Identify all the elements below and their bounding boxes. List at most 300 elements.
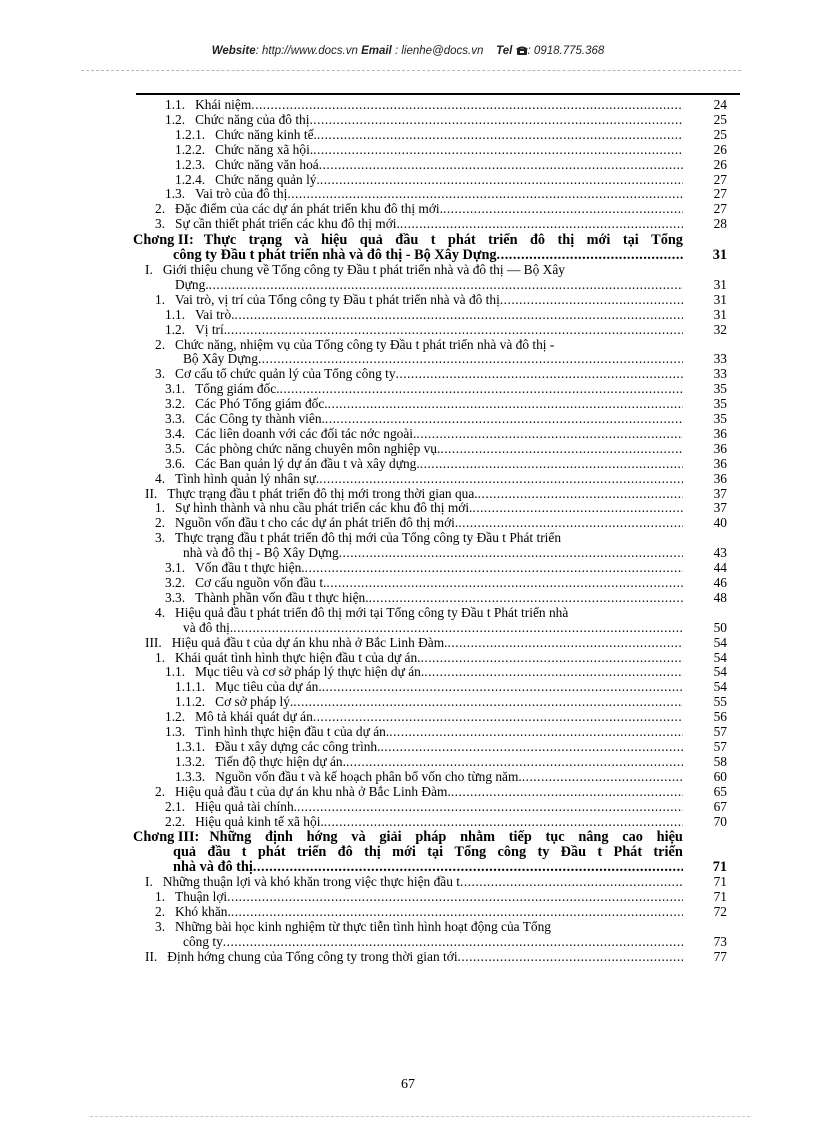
toc-text: Hiệu quả kinh tế xã hội. — [195, 813, 324, 829]
email-value: : lienhe@docs.vn — [391, 45, 484, 57]
toc-word: hớng — [306, 829, 338, 846]
toc-chapter-entry[interactable] — [133, 830, 727, 875]
toc-word: ty — [537, 844, 550, 861]
toc-word: t — [241, 844, 247, 861]
toc-leader — [305, 561, 683, 576]
toc-leader — [400, 217, 683, 232]
toc-leader — [324, 815, 683, 830]
toc-text: Thuận lợi — [175, 889, 228, 905]
toc-leader — [223, 935, 683, 950]
toc-leader — [420, 457, 683, 472]
toc-number: 3.3. — [165, 589, 186, 605]
toc-leader — [227, 323, 683, 338]
toc-entry[interactable] — [133, 128, 727, 143]
toc-text: Mô tả khái quát dự án — [195, 709, 313, 725]
toc-leader — [317, 128, 683, 143]
toc-leader — [478, 487, 683, 502]
toc-text: nhà và đô thị — [173, 859, 253, 876]
toc-line — [133, 263, 683, 278]
toc-word: hiệu — [656, 829, 683, 846]
toc-line — [133, 950, 683, 965]
toc-word: triển — [296, 844, 327, 861]
toc-chapter-continuation — [133, 248, 683, 263]
toc-text: và đô thị. — [183, 619, 234, 635]
top-rule — [136, 93, 740, 95]
toc-word: nhằm — [460, 829, 496, 846]
toc-word: pháp — [415, 829, 447, 846]
toc-page-number: 26 — [713, 156, 727, 172]
toc-entry[interactable] — [133, 187, 727, 202]
toc-text: Những bài học kinh nghiệm từ thực tiễn tình hình hoạt động của Tổng — [175, 918, 551, 934]
toc-line — [133, 143, 683, 158]
toc-number: 2. — [155, 201, 166, 217]
toc-page-number: 35 — [713, 411, 727, 427]
header-divider — [81, 70, 741, 71]
toc-entry[interactable] — [133, 725, 727, 740]
toc-entry[interactable] — [133, 143, 727, 158]
toc-leader — [458, 516, 683, 531]
toc-number: 1.3.3. — [175, 768, 206, 784]
toc-leader — [472, 501, 683, 516]
toc-line — [133, 217, 683, 232]
toc-entry[interactable] — [133, 591, 727, 606]
toc-entry[interactable] — [133, 382, 727, 397]
toc-word: đầu — [395, 232, 419, 249]
toc-entry[interactable] — [133, 427, 727, 442]
toc-chapter-title — [209, 830, 683, 845]
toc-word: Đầu — [560, 844, 587, 861]
toc-page-number: 35 — [713, 396, 727, 412]
toc-leader — [396, 367, 683, 382]
page-number: 67 — [401, 1077, 415, 1092]
toc-line — [133, 591, 683, 606]
toc-entry[interactable] — [133, 636, 727, 651]
toc-number: 4. — [155, 470, 166, 486]
toc-page-number: 56 — [713, 709, 727, 725]
toc-text: Định hớng chung của Tổng công ty trong thời gian tới — [167, 948, 458, 964]
toc-entry[interactable] — [133, 202, 727, 217]
toc-page-number: 44 — [713, 560, 727, 576]
toc-text: Vai trò, vị trí của Tổng công ty Đầu t phát triển nhà và đô thị — [175, 291, 500, 307]
website-value: : http://www.docs.vn — [255, 45, 358, 57]
toc-word: tại — [622, 232, 639, 249]
toc-entry[interactable] — [133, 950, 727, 965]
toc-number: 1. — [155, 889, 166, 905]
toc-chapter-line — [133, 233, 683, 248]
toc-leader — [328, 397, 683, 412]
toc-text: Khái quát tình hình thực hiện đầu t của dự án. — [175, 649, 421, 665]
toc-leader — [326, 576, 683, 591]
toc-text: Sự cần thiết phát triển các khu đô thị mới. — [175, 216, 400, 232]
toc-word: tục — [545, 829, 565, 846]
toc-number: 2. — [155, 515, 166, 531]
toc-word: trạng — [248, 232, 282, 249]
toc-leader — [443, 202, 683, 217]
toc-text: Hiệu quả tài chính. — [195, 798, 297, 814]
toc-text: Chức năng của đô thị — [195, 111, 310, 127]
toc-number: 1. — [155, 291, 166, 307]
toc-page-number: 36 — [713, 425, 727, 441]
toc-line — [133, 770, 683, 785]
toc-page-number: 35 — [713, 381, 727, 397]
toc-leader — [258, 352, 683, 367]
toc-leader — [440, 442, 683, 457]
toc-number: 1.3. — [165, 724, 186, 740]
toc-line — [133, 905, 683, 920]
toc-line — [133, 487, 683, 502]
toc-chapter-continuation — [133, 845, 683, 860]
toc-word: t — [597, 844, 603, 861]
toc-number: 3. — [155, 530, 166, 546]
toc-word: cao — [622, 829, 643, 846]
toc-leader — [421, 651, 684, 666]
toc-word: quả — [173, 844, 197, 861]
toc-line — [133, 501, 683, 516]
toc-leader — [297, 800, 683, 815]
toc-text: Khó khăn. — [175, 903, 231, 919]
toc-page-number: 27 — [713, 186, 727, 202]
toc-page-number: 54 — [713, 679, 727, 695]
toc-entry[interactable] — [133, 665, 727, 680]
toc-entry[interactable] — [133, 442, 727, 457]
toc-page-number: 71 — [713, 874, 727, 890]
toc-entry[interactable] — [133, 680, 727, 695]
website-label: Website — [211, 45, 256, 57]
toc-line — [133, 695, 683, 710]
toc-page-number: 57 — [713, 738, 727, 754]
table-of-contents — [133, 98, 727, 965]
toc-line — [133, 531, 683, 546]
toc-line — [133, 516, 683, 531]
toc-number: 1.1. — [165, 97, 186, 112]
toc-entry[interactable] — [133, 293, 727, 308]
toc-line — [133, 442, 683, 457]
toc-chapter-entry[interactable] — [133, 233, 727, 263]
toc-number: 4. — [155, 604, 166, 620]
toc-page-number: 25 — [713, 111, 727, 127]
toc-page-number: 48 — [713, 589, 727, 605]
toc-entry[interactable] — [133, 755, 727, 770]
toc-text: công ty Đầu t phát triển nhà và đô thị - Bộ Xây Dựng — [173, 247, 497, 264]
toc-text: Các liên doanh với các đối tác nớc ngoài. — [195, 425, 417, 441]
toc-text: Các Công ty thành viên. — [195, 411, 325, 427]
toc-word: t — [430, 232, 436, 249]
toc-page-number: 65 — [713, 783, 727, 799]
toc-entry[interactable] — [133, 113, 727, 128]
toc-line — [133, 651, 683, 666]
toc-line — [133, 113, 683, 128]
toc-leader — [339, 546, 683, 561]
toc-line — [133, 427, 683, 442]
toc-page-number: 31 — [713, 306, 727, 322]
toc-text: công ty — [183, 933, 223, 949]
toc-page-number: 71 — [712, 859, 727, 876]
toc-chapter-number: Chơng III: — [133, 829, 200, 846]
toc-page-number: 54 — [713, 634, 727, 650]
toc-page-number: 40 — [713, 515, 727, 531]
toc-entry[interactable] — [133, 323, 727, 338]
toc-number: I. — [145, 261, 153, 277]
toc-entry[interactable] — [133, 740, 727, 755]
toc-text: Tổng giám đốc. — [195, 381, 280, 397]
toc-leader — [346, 755, 683, 770]
toc-leader — [231, 905, 683, 920]
toc-line — [133, 457, 683, 472]
toc-word: thị — [557, 232, 575, 249]
toc-text: Hiệu quả đầu t của dự án khu nhà ở Bắc Linh Đàm. — [171, 634, 448, 650]
toc-text: Tình hình thực hiện đầu t của dự án. — [195, 724, 390, 740]
toc-chapter-title — [204, 233, 683, 248]
tel-value: : 0918.775.368 — [527, 45, 605, 57]
toc-continuation — [133, 352, 683, 367]
toc-page-number: 37 — [713, 485, 727, 501]
toc-number: 1.3.2. — [175, 753, 206, 769]
toc-page-number: 71 — [713, 889, 727, 905]
toc-word: triển — [488, 232, 518, 249]
toc-entry[interactable] — [133, 800, 727, 815]
toc-entry[interactable] — [133, 576, 727, 591]
toc-leader — [280, 382, 683, 397]
toc-word: giải — [379, 829, 402, 846]
toc-entry[interactable] — [133, 531, 727, 561]
toc-line — [133, 293, 683, 308]
toc-entry[interactable] — [133, 516, 727, 531]
toc-line — [133, 338, 683, 353]
toc-number: 3.1. — [165, 560, 186, 576]
toc-number: 2.2. — [165, 813, 186, 829]
toc-entry[interactable] — [133, 920, 727, 950]
toc-number: II. — [145, 948, 158, 964]
toc-page-number: 55 — [713, 694, 727, 710]
toc-text: Cơ sở pháp lý. — [215, 694, 294, 710]
toc-text: Chức năng xã hội. — [215, 141, 314, 157]
toc-entry[interactable] — [133, 158, 727, 173]
toc-text: nhà và đô thị - Bộ Xây Dựng — [183, 545, 339, 561]
toc-leader — [424, 665, 683, 680]
toc-page-number: 32 — [713, 321, 727, 337]
toc-word: tiếp — [508, 829, 532, 846]
toc-leader — [500, 293, 683, 308]
toc-text: Chức năng quản lý. — [215, 171, 320, 187]
toc-line — [133, 680, 683, 695]
toc-page-number: 72 — [713, 903, 727, 919]
toc-number: 1. — [155, 649, 166, 665]
toc-line — [133, 202, 683, 217]
phone-icon — [516, 45, 528, 59]
toc-text: Các Ban quản lý dự án đầu t và xây dựng. — [195, 455, 420, 471]
toc-entry[interactable] — [133, 397, 727, 412]
toc-word: và — [351, 829, 366, 846]
toc-entry[interactable] — [133, 472, 727, 487]
toc-chapter-number: Chơng II: — [133, 232, 194, 249]
toc-text: Nguồn vốn đầu t cho các dự án phát triển đô thị mới. — [175, 515, 459, 531]
toc-entry[interactable] — [133, 263, 727, 293]
toc-entry[interactable] — [133, 815, 727, 830]
toc-entry[interactable] — [133, 173, 727, 188]
toc-number: 3.2. — [165, 575, 186, 590]
toc-entry[interactable] — [133, 217, 727, 232]
toc-page-number: 46 — [713, 575, 727, 590]
toc-entry[interactable] — [133, 651, 727, 666]
toc-number: 3.4. — [165, 425, 186, 441]
toc-page-number: 25 — [713, 126, 727, 142]
toc-line — [133, 815, 683, 830]
toc-page-number: 26 — [713, 141, 727, 157]
toc-entry[interactable] — [133, 890, 727, 905]
toc-number: 2. — [155, 783, 166, 799]
toc-number: 3.6. — [165, 455, 186, 471]
toc-page-number: 54 — [713, 664, 727, 680]
toc-leader — [380, 740, 683, 755]
toc-entry[interactable] — [133, 487, 727, 502]
toc-leader — [522, 770, 683, 785]
toc-text: Đặc điểm của các dự án phát triển khu đô thị mới. — [175, 201, 443, 217]
toc-page-number: 31 — [713, 276, 727, 292]
toc-entry[interactable] — [133, 695, 727, 710]
toc-text: Đầu t xây dựng các công trình. — [215, 738, 381, 754]
toc-number: 1.1. — [165, 306, 186, 322]
toc-number: 3.5. — [165, 440, 186, 456]
toc-line — [133, 173, 683, 188]
toc-page-number: 33 — [713, 366, 727, 382]
toc-line — [133, 128, 683, 143]
toc-leader — [416, 427, 683, 442]
toc-line — [133, 800, 683, 815]
toc-page-number: 27 — [713, 201, 727, 217]
toc-text: Thực trạng đầu t phát triển đô thị mới của Tổng công ty Đầu t Phát triển — [175, 530, 562, 546]
toc-number: 1.3.1. — [175, 738, 206, 754]
toc-line — [133, 576, 683, 591]
toc-leader — [251, 98, 683, 113]
toc-word: đô — [529, 232, 546, 249]
toc-text: Mục tiêu của dự án. — [215, 679, 322, 695]
toc-text: Hiệu quả đầu t phát triển đô thị mới tại Tổng công ty Đầu t Phát triển nhà — [175, 604, 569, 620]
toc-page-number: 36 — [713, 455, 727, 471]
toc-text: Thực trạng đầu t phát triển đô thị mới trong thời gian qua. — [167, 485, 478, 501]
toc-leader — [458, 950, 683, 965]
toc-word: Tổng — [651, 232, 683, 249]
toc-line — [133, 187, 683, 202]
toc-word: và — [294, 232, 309, 249]
toc-number: 2. — [155, 903, 166, 919]
toc-word: định — [265, 829, 293, 846]
toc-text: Vốn đầu t thực hiện. — [195, 560, 305, 576]
toc-word: đầu — [207, 844, 231, 861]
toc-entry[interactable] — [133, 561, 727, 576]
toc-text: Khái niệm — [195, 97, 252, 112]
toc-leader — [451, 785, 683, 800]
toc-line — [133, 397, 683, 412]
toc-entry[interactable] — [133, 412, 727, 427]
toc-page-number: 33 — [713, 351, 727, 367]
toc-number: II. — [145, 485, 158, 501]
toc-number: 2.1. — [165, 798, 186, 814]
toc-word: đô — [337, 844, 353, 861]
toc-entry[interactable] — [133, 875, 727, 890]
toc-number: 1. — [155, 500, 166, 516]
toc-leader — [309, 113, 683, 128]
toc-word: Tổng — [454, 844, 487, 861]
toc-entry[interactable] — [133, 770, 727, 785]
toc-leader — [319, 472, 683, 487]
toc-text: Giới thiệu chung về Tổng công ty Đầu t phát triển nhà và đô thị — Bộ Xây — [162, 261, 565, 277]
toc-text: Các phòng chức năng chuyên môn nghiệp vụ. — [195, 440, 441, 456]
toc-number: 1.2. — [165, 111, 186, 127]
toc-word: thị — [364, 844, 381, 861]
toc-line — [133, 710, 683, 725]
toc-word: phát — [447, 232, 476, 249]
toc-text: Vị trí. — [195, 321, 228, 337]
toc-page-number: 43 — [713, 545, 727, 561]
toc-line — [133, 665, 683, 680]
toc-page-number: 28 — [713, 216, 727, 232]
footer-divider — [90, 1116, 750, 1117]
toc-number: 3. — [155, 366, 166, 382]
toc-entry[interactable] — [133, 905, 727, 920]
toc-number: 2. — [155, 336, 166, 352]
toc-entry[interactable] — [133, 98, 727, 113]
toc-entry[interactable] — [133, 501, 727, 516]
toc-page-number: 36 — [713, 470, 727, 486]
toc-text: Dựng. — [175, 276, 209, 292]
toc-number: 1.2. — [165, 709, 186, 725]
toc-line — [133, 606, 683, 621]
page-header — [0, 45, 816, 59]
toc-leader — [448, 636, 684, 651]
toc-leader — [253, 860, 683, 875]
email-label: Email — [361, 45, 392, 57]
toc-leader — [497, 248, 683, 263]
toc-entry[interactable] — [133, 338, 727, 368]
toc-number: 3. — [155, 216, 166, 232]
toc-line — [133, 323, 683, 338]
toc-entry[interactable] — [133, 308, 727, 323]
toc-entry[interactable] — [133, 457, 727, 472]
toc-entry[interactable] — [133, 367, 727, 382]
toc-entry[interactable] — [133, 606, 727, 636]
toc-entry[interactable] — [133, 710, 727, 725]
toc-text: Chức năng kinh tế. — [215, 126, 317, 142]
toc-number: 1.1.1. — [175, 679, 206, 695]
toc-word: Những — [209, 829, 252, 846]
toc-leader — [325, 412, 683, 427]
toc-continuation — [133, 546, 683, 561]
toc-word: Phát — [613, 844, 643, 861]
toc-text: Nguồn vốn đầu t và kế hoạch phân bổ vốn cho từng năm. — [215, 768, 522, 784]
toc-entry[interactable] — [133, 785, 727, 800]
toc-continuation — [133, 935, 683, 950]
toc-line — [133, 308, 683, 323]
toc-number: 1.2.4. — [175, 171, 206, 187]
toc-line — [133, 561, 683, 576]
toc-word: mới — [586, 232, 611, 249]
toc-word: công — [497, 844, 527, 861]
toc-leader — [235, 308, 683, 323]
toc-number: 3. — [155, 918, 166, 934]
toc-text: Vai trò. — [195, 306, 235, 322]
toc-number: 3.1. — [165, 381, 186, 397]
toc-line — [133, 890, 683, 905]
toc-leader — [369, 591, 683, 606]
toc-leader — [319, 158, 683, 173]
toc-word: quả — [359, 232, 383, 249]
toc-page-number: 27 — [713, 171, 727, 187]
toc-leader — [209, 278, 683, 293]
toc-leader — [460, 875, 683, 890]
toc-line — [133, 382, 683, 397]
toc-page-number: 37 — [713, 500, 727, 516]
toc-word: phát — [257, 844, 286, 861]
